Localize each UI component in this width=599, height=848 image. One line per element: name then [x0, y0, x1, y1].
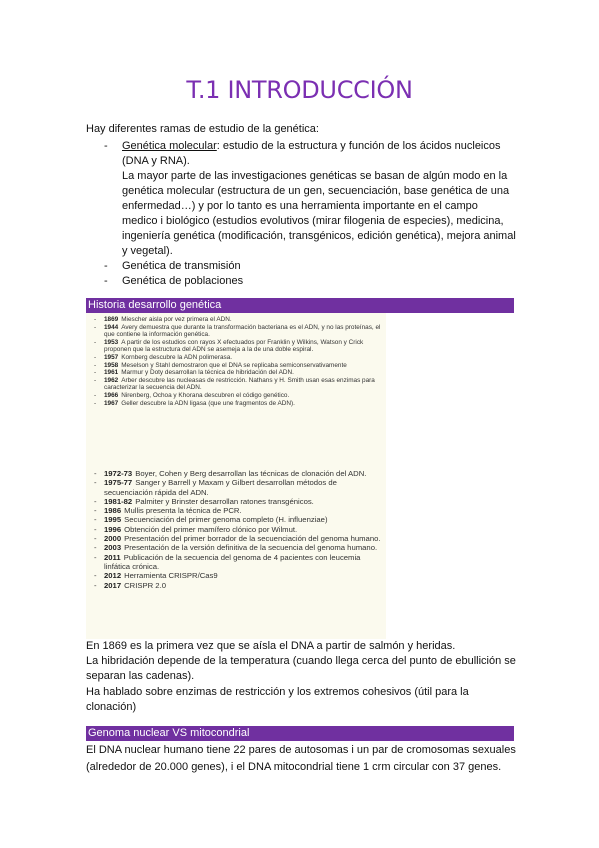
timeline-item	[94, 316, 382, 324]
list-item	[86, 139, 516, 259]
timeline-text: Marmur y Doty desarrollan la técnica de hibridación del ADN.	[121, 369, 294, 377]
branch-name: Genética de transmisión	[122, 260, 241, 272]
timeline-item	[94, 377, 382, 392]
timeline-text: A partir de los estudios con rayos X efectuados por Franklin y Wilkins, Watson y Crick proponen que la estructura del ADN se asemeja a la de una doble espiral.	[104, 338, 364, 354]
timeline-text: Publicación de la secuencia del genoma de 4 pacientes con leucemia linfática crónica.	[104, 552, 361, 571]
timeline-item	[94, 506, 386, 515]
timeline-year: 1996	[104, 524, 122, 534]
timeline-text: Presentación del primer borrador de la secuenciación del genoma humano.	[124, 534, 381, 544]
timeline-year: 1986	[104, 506, 122, 516]
intro-section	[86, 122, 516, 289]
timeline-item	[94, 478, 386, 497]
timeline-item	[94, 525, 386, 534]
timeline-item	[94, 543, 386, 552]
timeline-text: Presentación de la versión definitiva de la secuencia del genoma humano.	[124, 543, 378, 553]
timeline-text: Sanger y Barrell y Maxam y Gilbert desarrollan métodos de secuenciación rápida del ADN.	[104, 478, 337, 497]
timeline-text: Nirenberg, Ochoa y Khorana descubren el código genético.	[121, 391, 290, 399]
branch-definition: : estudio de la estructura y función de los ácidos nucleicos (DNA y RNA).	[122, 140, 501, 167]
timeline-year: 2000	[104, 534, 122, 544]
timeline-year: 1966	[104, 391, 119, 399]
section-heading-genome: Genoma nuclear VS mitocondrial	[86, 726, 514, 741]
timeline-year: 1975-77	[104, 478, 133, 488]
timeline-year: 1967	[104, 399, 119, 407]
timeline-year: 2003	[104, 543, 122, 553]
timeline-text: Secuenciación del primer genoma completo (H. influenziae)	[124, 515, 328, 525]
timeline-year: 1995	[104, 515, 122, 525]
timeline-item	[94, 400, 382, 408]
timeline-year: 1962	[104, 376, 119, 384]
timeline-year: 1972-73	[104, 469, 133, 478]
timeline-item	[94, 339, 382, 354]
timeline-year: 2011	[104, 552, 121, 562]
timeline-text: Herramienta CRISPR/Cas9	[124, 571, 218, 581]
timeline-text: Avery demuestra que durante la transformación bacteriana es el ADN, y no las proteínas, el que contiene la información genética.	[104, 323, 381, 339]
intro-lead: Hay diferentes ramas de estudio de la genética:	[86, 123, 319, 135]
timeline-year: 1869	[104, 316, 119, 323]
note-paragraph: En 1869 es la primera vez que se aísla el DNA a partir de salmón y heridas.	[86, 640, 456, 652]
timeline-year: 1944	[104, 323, 119, 331]
note-paragraph: Ha hablado sobre enzimas de restricción y los extremos cohesivos (útil para la clonación)	[86, 685, 469, 713]
timeline-item	[94, 354, 382, 362]
timeline-year: 2017	[104, 580, 122, 590]
timeline-item	[94, 571, 386, 580]
timeline-text: Miescher aisla por vez primera el ADN.	[121, 316, 232, 323]
timeline-text: Arber descubre las nucleasas de restricción. Nathans y H. Smith usan esas enzimas para caracterizar la secuencia del ADN.	[104, 376, 375, 392]
note-paragraph: La hibridación depende de la temperatura (cuando llega cerca del punto de ebullición se separan las cadenas).	[86, 655, 516, 683]
page-title: T.1 INTRODUCCIÓN	[186, 76, 413, 104]
timeline-item	[94, 369, 382, 377]
timeline-text: Meselson y Stahl demostraron que el DNA se replicaba semiconservativamente	[121, 361, 347, 369]
timeline-item	[94, 497, 386, 506]
timeline-year: 1953	[104, 338, 119, 346]
timeline-item	[94, 324, 382, 339]
timeline-year: 1957	[104, 353, 119, 361]
timeline-image	[86, 313, 386, 639]
timeline-item	[94, 362, 382, 370]
timeline-text: Mullis presenta la técnica de PCR.	[124, 506, 242, 516]
list-item	[86, 259, 516, 274]
genome-paragraph: El DNA nuclear humano tiene 22 pares de autosomas i un par de cromosomas sexuales (alrededor de 20.000 genes), i el DNA mitocondrial tiene 1 crm circular con 37 genes.	[86, 744, 516, 773]
timeline-text: Boyer, Cohen y Berg desarrollan las técnicas de clonación del ADN.	[135, 469, 367, 478]
timeline-year: 1961	[104, 369, 119, 377]
timeline-early-list	[94, 316, 382, 407]
timeline-late-list	[94, 469, 386, 590]
timeline-item	[94, 515, 386, 524]
branch-description: La mayor parte de las investigaciones genéticas se basan de algún modo en la genética molecular (estructura de un gen, secuenciación, base genética de una enfermedad…) y por lo tanto es una herramienta importante en el campo medico i biológico (estudios evolutivos (mirar filogenia de especies), medicina, ingeniería genética (modificación, transgénicos, edición genética), mejora animal y vegetal).	[122, 170, 516, 257]
timeline-text: Kornberg descubre la ADN polimerasa.	[121, 353, 233, 361]
timeline-text: Obtención del primer mamífero clónico por Wilmut.	[124, 524, 298, 534]
timeline-year: 2012	[104, 571, 122, 581]
timeline-item	[94, 553, 386, 572]
section-heading-history: Historia desarrollo genética	[86, 298, 514, 313]
notes-section	[86, 639, 516, 715]
branch-list	[86, 139, 516, 289]
timeline-text: Geller descubre la ADN ligasa (que une fragmentos de ADN).	[121, 399, 295, 407]
timeline-item	[94, 534, 386, 543]
timeline-year: 1981-82	[104, 496, 133, 506]
branch-name: Genética de poblaciones	[122, 275, 244, 287]
branch-name: Genética molecular	[122, 140, 217, 152]
timeline-year: 1958	[104, 361, 119, 369]
genome-section	[86, 742, 516, 775]
timeline-item	[94, 469, 386, 478]
timeline-item	[94, 581, 386, 590]
timeline-text: CRISPR 2.0	[124, 580, 166, 590]
timeline-item	[94, 392, 382, 400]
timeline-text: Palmiter y Brinster desarrollan ratones transgénicos.	[135, 496, 314, 506]
list-item	[86, 274, 516, 289]
